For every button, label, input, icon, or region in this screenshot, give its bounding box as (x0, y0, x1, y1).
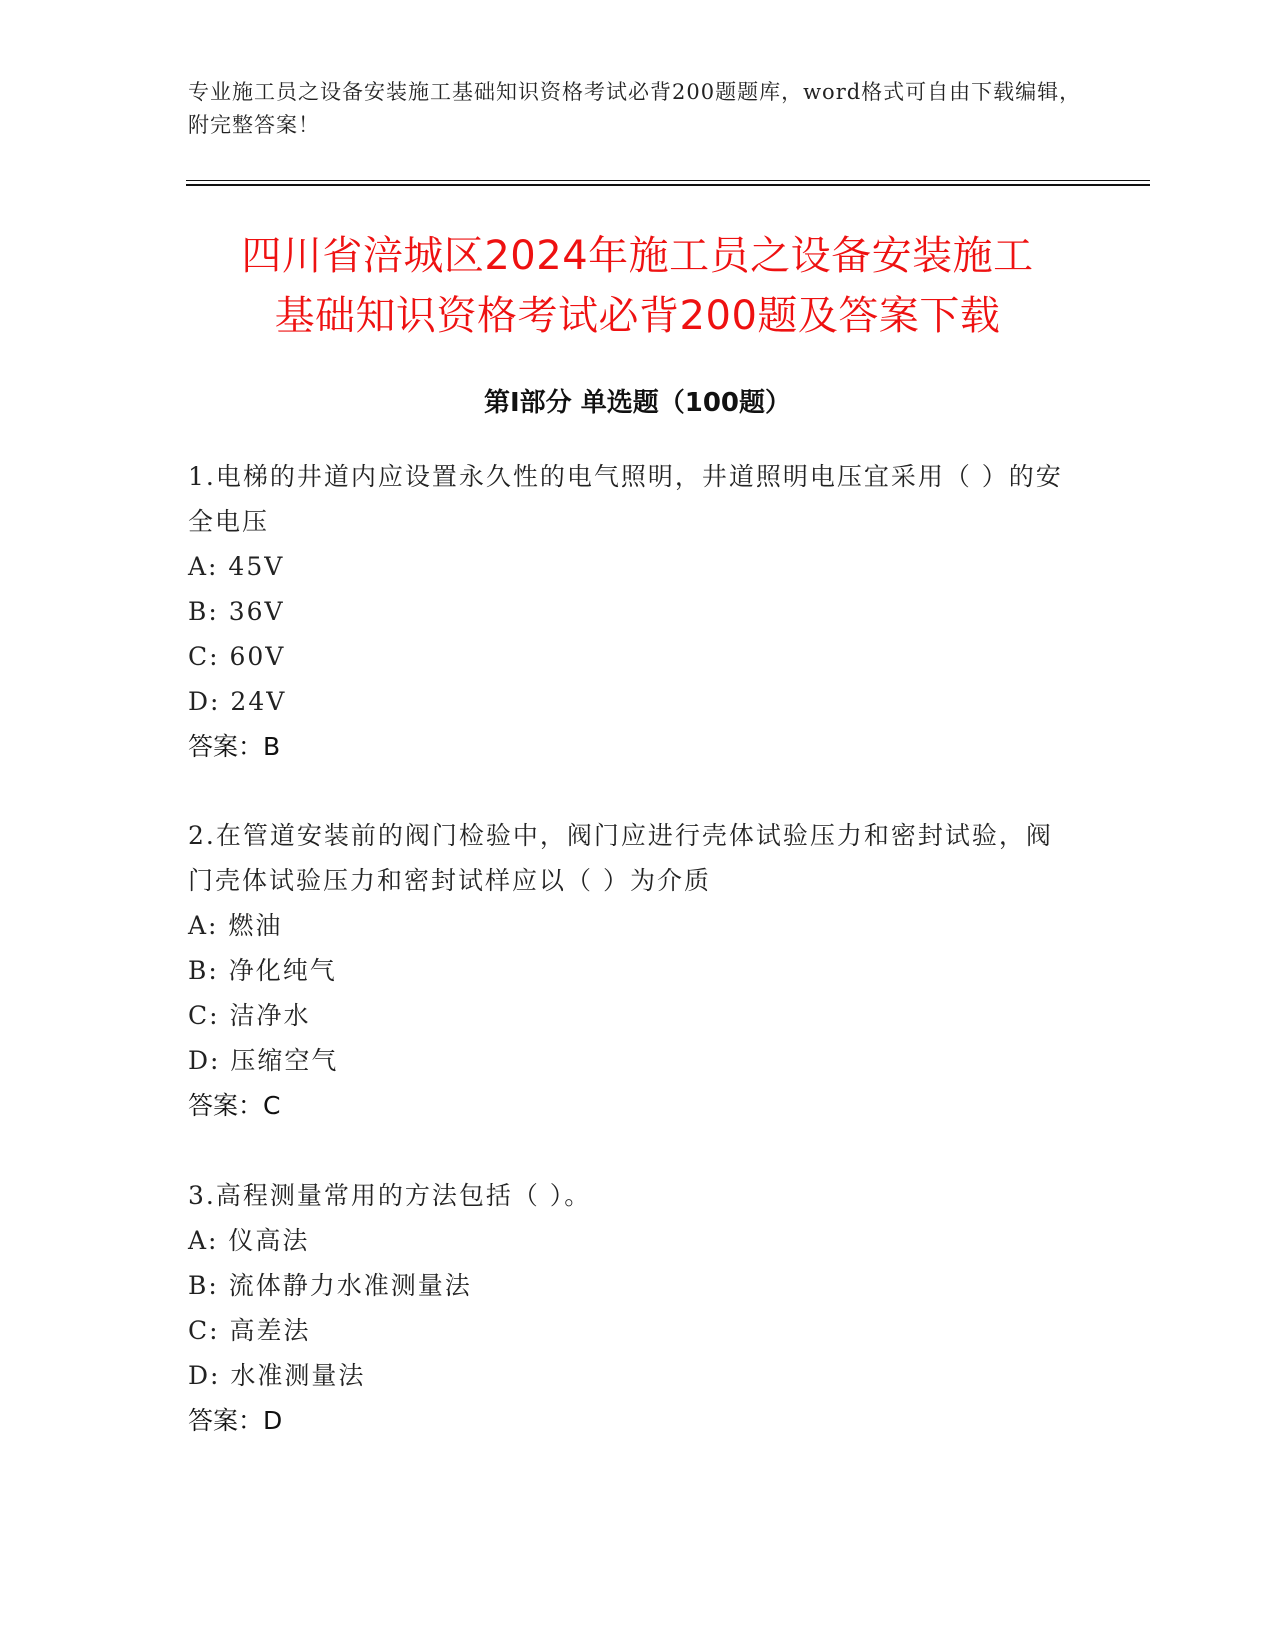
option-b: B: 流体静力水准测量法 (188, 1271, 472, 1300)
header-divider-thin (186, 180, 1150, 181)
option-c: C: 洁净水 (188, 1001, 311, 1030)
question-1 (188, 454, 1068, 769)
question-stem: 1.电梯的井道内应设置永久性的电气照明，井道照明电压宜采用（ ）的安全电压 (188, 462, 1063, 536)
answer: 答案：D (188, 1406, 283, 1435)
question-stem: 3.高程测量常用的方法包括（ ）。 (188, 1181, 592, 1210)
question-stem: 2.在管道安装前的阀门检验中，阀门应进行壳体试验压力和密封试验，阀门壳体试验压力和密封试样应以（ ）为介质 (188, 821, 1053, 895)
option-c: C: 高差法 (188, 1316, 311, 1345)
option-d: D: 压缩空气 (188, 1046, 339, 1075)
document-title (150, 226, 1125, 346)
answer: 答案：B (188, 732, 281, 761)
option-b: B: 净化纯气 (188, 956, 337, 985)
header-divider-thick (186, 184, 1150, 186)
question-2 (188, 813, 1068, 1128)
document-title-line-2: 基础知识资格考试必背200题及答案下载 (274, 293, 1001, 339)
option-d: D: 水准测量法 (188, 1361, 366, 1390)
question-3 (188, 1173, 1068, 1443)
answer: 答案：C (188, 1091, 281, 1120)
option-c: C: 60V (188, 642, 286, 671)
option-a: A: 45V (188, 552, 285, 581)
option-d: D: 24V (188, 687, 287, 716)
option-a: A: 燃油 (188, 911, 283, 940)
section-title: 第I部分 单选题（100题） (484, 388, 791, 418)
document-title-line-1: 四川省涪城区2024年施工员之设备安装施工 (241, 233, 1034, 279)
option-a: A: 仪高法 (188, 1226, 310, 1255)
option-b: B: 36V (188, 597, 285, 626)
header-note: 专业施工员之设备安装施工基础知识资格考试必背200题题库，word格式可自由下载编辑，附完整答案！ (188, 80, 1082, 137)
